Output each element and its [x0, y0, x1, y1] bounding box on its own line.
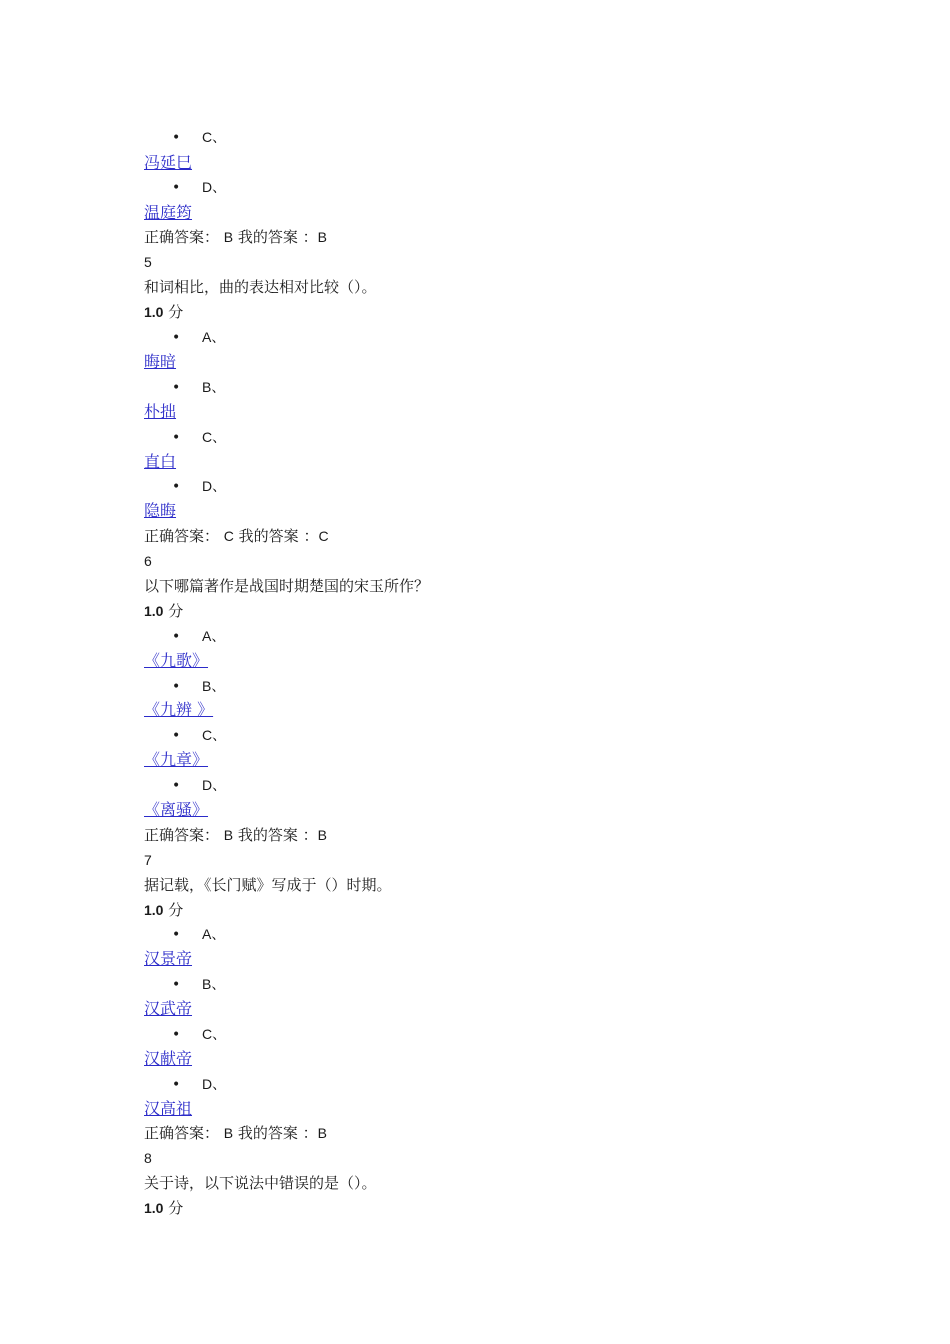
bullet-icon: •	[172, 430, 181, 446]
option-row-d	[172, 1072, 226, 1096]
question-text: 关于诗，以下说法中错误的是（）。	[144, 1174, 377, 1192]
question-number: 5	[144, 254, 152, 270]
correct-answer: B	[223, 1125, 234, 1141]
correct-answer: B	[223, 229, 234, 245]
option-text[interactable]: 冯延巳	[144, 153, 193, 172]
my-answer-label: 我的答案 ：	[233, 527, 319, 545]
answer-line	[144, 823, 327, 847]
correct-answer: B	[223, 827, 234, 843]
option-row-c	[172, 723, 226, 747]
option-row-c	[172, 1022, 226, 1046]
answer-label: 正确答案：	[144, 527, 224, 545]
my-answer: B	[317, 229, 328, 245]
option-text[interactable]: 晦暗	[144, 352, 177, 371]
score-line	[144, 898, 183, 922]
bullet-icon: •	[172, 977, 181, 993]
question-text: 以下哪篇著作是战国时期楚国的宋玉所作？	[144, 577, 430, 595]
option-link[interactable]	[144, 151, 192, 175]
score-value: 1.0	[144, 1200, 164, 1216]
option-letter: C、	[202, 1026, 227, 1042]
option-text[interactable]: 朴拙	[144, 402, 177, 421]
score-unit: 分	[163, 1199, 184, 1217]
bullet-icon: •	[172, 479, 181, 495]
option-text[interactable]: 《九歌》	[144, 651, 209, 670]
score-line	[144, 1196, 183, 1220]
question-number: 7	[144, 852, 152, 868]
option-row-a	[172, 624, 225, 648]
score-value: 1.0	[144, 304, 164, 320]
my-answer-label: 我的答案 ：	[233, 826, 318, 844]
option-text[interactable]: 汉武帝	[144, 999, 193, 1018]
answer-label: 正确答案：	[144, 1124, 224, 1142]
bullet-icon: •	[172, 778, 181, 794]
option-letter: D、	[202, 777, 227, 793]
bullet-icon: •	[172, 1077, 181, 1093]
option-text[interactable]: 温庭筠	[144, 203, 193, 222]
option-letter: D、	[202, 1076, 227, 1092]
score-unit: 分	[163, 303, 184, 321]
option-link[interactable]	[144, 450, 176, 474]
option-link[interactable]	[144, 997, 192, 1021]
score-line	[144, 300, 183, 324]
bullet-icon: •	[172, 380, 181, 396]
my-answer: B	[317, 827, 328, 843]
option-letter: B、	[202, 379, 226, 395]
score-line	[144, 599, 183, 623]
bullet-icon: •	[172, 180, 181, 196]
option-link[interactable]	[144, 748, 208, 772]
option-row-b	[172, 375, 225, 399]
bullet-icon: •	[172, 1027, 181, 1043]
score-value: 1.0	[144, 603, 164, 619]
option-letter: A、	[202, 926, 226, 942]
question-text: 和词相比，曲的表达相对比较（）。	[144, 278, 377, 296]
option-link[interactable]	[144, 698, 213, 722]
my-answer-label: 我的答案 ：	[233, 1124, 318, 1142]
score-unit: 分	[163, 901, 184, 919]
option-link[interactable]	[144, 798, 208, 822]
bullet-icon: •	[172, 927, 181, 943]
option-text[interactable]: 汉高祖	[144, 1099, 193, 1118]
option-row-a	[172, 922, 225, 946]
option-letter: B、	[202, 976, 226, 992]
option-letter: A、	[202, 329, 226, 345]
bullet-icon: •	[172, 130, 181, 146]
question-number: 6	[144, 553, 152, 569]
score-unit: 分	[163, 602, 184, 620]
option-row-d	[172, 773, 226, 797]
question-text: 据记载，《长门赋》写成于（）时期。	[144, 876, 392, 894]
option-link[interactable]	[144, 649, 208, 673]
option-row-c	[172, 425, 226, 449]
option-link[interactable]	[144, 400, 176, 424]
answer-label: 正确答案：	[144, 826, 224, 844]
my-answer-label: 我的答案 ：	[233, 228, 318, 246]
option-text[interactable]: 汉景帝	[144, 949, 193, 968]
option-row-c	[172, 125, 226, 149]
option-letter: D、	[202, 179, 227, 195]
option-letter: A、	[202, 628, 226, 644]
option-link[interactable]	[144, 201, 192, 225]
correct-answer: C	[223, 528, 234, 544]
option-letter: C、	[202, 727, 227, 743]
option-letter: D、	[202, 478, 227, 494]
option-letter: C、	[202, 129, 227, 145]
answer-line	[144, 1121, 327, 1145]
answer-line	[144, 524, 329, 548]
option-row-b	[172, 674, 225, 698]
option-link[interactable]	[144, 1097, 192, 1121]
option-letter: B、	[202, 678, 226, 694]
option-text[interactable]: 《九辨 》	[144, 700, 214, 719]
option-text[interactable]: 《九章》	[144, 750, 209, 769]
option-link[interactable]	[144, 1047, 192, 1071]
bullet-icon: •	[172, 330, 181, 346]
option-text[interactable]: 汉献帝	[144, 1049, 193, 1068]
bullet-icon: •	[172, 728, 181, 744]
bullet-icon: •	[172, 679, 181, 695]
option-text[interactable]: 隐晦	[144, 501, 177, 520]
option-row-b	[172, 972, 225, 996]
answer-label: 正确答案：	[144, 228, 224, 246]
answer-line	[144, 225, 327, 249]
option-link[interactable]	[144, 947, 192, 971]
bullet-icon: •	[172, 629, 181, 645]
option-link[interactable]	[144, 350, 176, 374]
score-value: 1.0	[144, 902, 164, 918]
option-text[interactable]: 直白	[144, 452, 177, 471]
option-row-d	[172, 175, 226, 199]
option-text[interactable]: 《离骚》	[144, 800, 209, 819]
my-answer: C	[318, 528, 329, 544]
my-answer: B	[317, 1125, 328, 1141]
option-row-a	[172, 325, 225, 349]
option-link[interactable]	[144, 499, 176, 523]
option-letter: C、	[202, 429, 227, 445]
option-row-d	[172, 474, 226, 498]
question-number: 8	[144, 1150, 152, 1166]
